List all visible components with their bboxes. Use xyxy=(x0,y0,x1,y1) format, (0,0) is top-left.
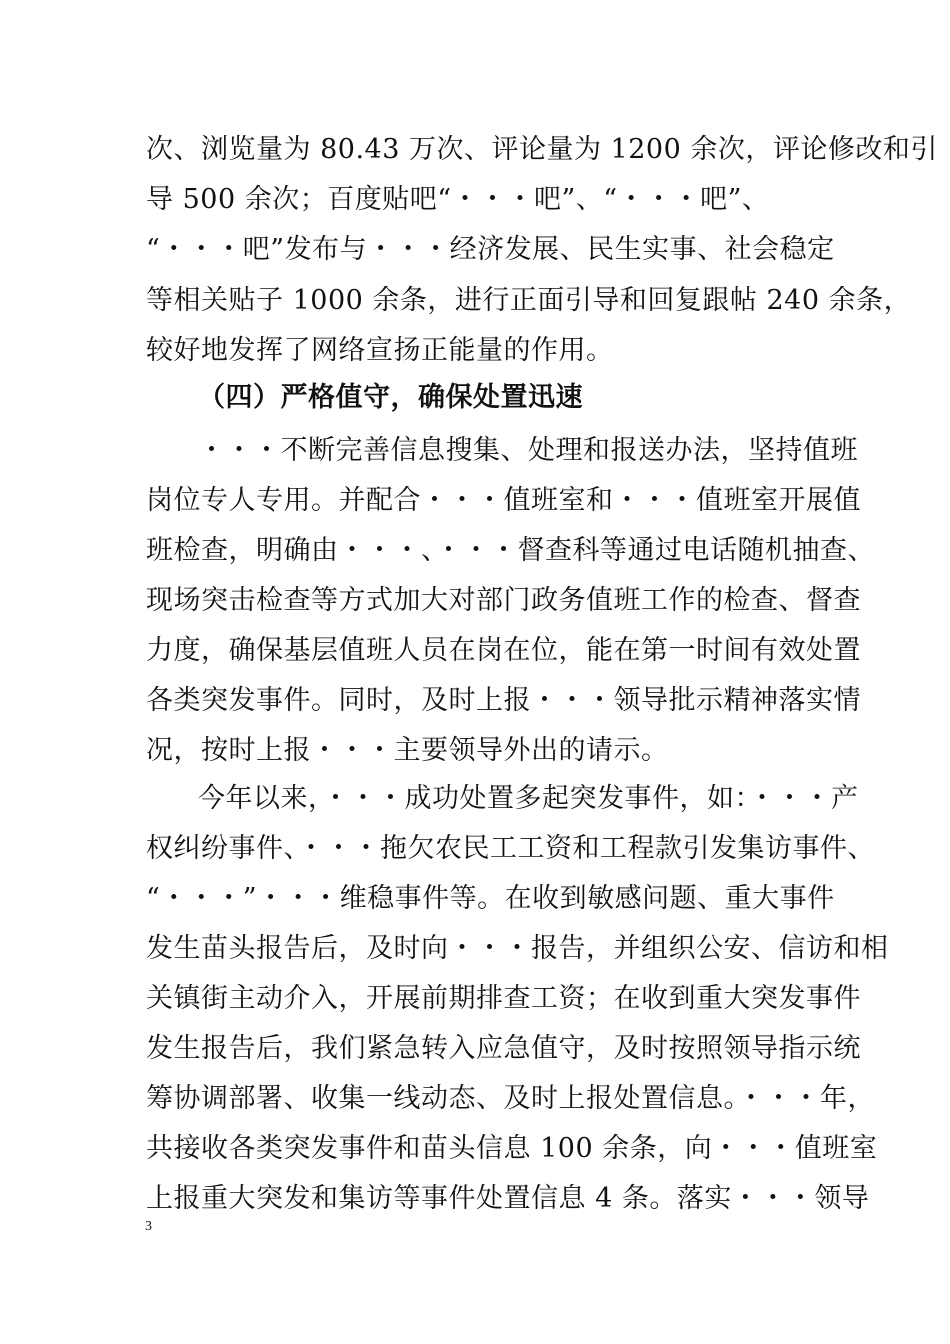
text-line: 发生苗头报告后，及时向・・・报告，并组织公安、信访和相 xyxy=(146,933,889,964)
text-line: 较好地发挥了网络宣扬正能量的作用。 xyxy=(146,335,614,366)
text-line: ・・・不断完善信息搜集、处理和报送办法，坚持值班 xyxy=(198,435,858,466)
text-line: 力度，确保基层值班人员在岗在位，能在第一时间有效处置 xyxy=(146,635,861,666)
page-number: 3 xyxy=(145,1219,152,1234)
text-line: 等相关贴子 1000 余条，进行正面引导和回复跟帖 240 余条， xyxy=(146,285,912,316)
text-line: 上报重大突发和集访等事件处置信息 4 条。落实・・・领导 xyxy=(146,1183,870,1214)
text-line: 班检查，明确由・・・、・・・督查科等通过电话随机抽查、 xyxy=(146,535,875,566)
text-line: 岗位专人专用。并配合・・・值班室和・・・值班室开展值 xyxy=(146,485,861,516)
text-line: 共接收各类突发事件和苗头信息 100 余条，向・・・值班室 xyxy=(146,1133,878,1164)
text-line: 权纠纷事件、・・・拖欠农民工工资和工程款引发集访事件、 xyxy=(146,833,875,864)
text-line: 发生报告后，我们紧急转入应急值守，及时按照领导指示统 xyxy=(146,1033,861,1064)
text-line: 各类突发事件。同时，及时上报・・・领导批示精神落实情 xyxy=(146,685,861,716)
text-line: “・・・”・・・维稳事件等。在收到敏感问题、重大事件 xyxy=(146,883,835,914)
text-line: “・・・吧”发布与・・・经济发展、民生实事、社会稳定 xyxy=(146,234,835,265)
text-line: 筹协调部署、收集一线动态、及时上报处置信息。・・・年， xyxy=(146,1083,875,1114)
text-line: 关镇街主动介入，开展前期排查工资；在收到重大突发事件 xyxy=(146,983,861,1014)
section-heading: （四）严格值守，确保处置迅速 xyxy=(198,382,583,413)
text-line: 次、浏览量为 80.43 万次、评论量为 1200 余次，评论修改和引 xyxy=(146,134,938,165)
text-line: 现场突击检查等方式加大对部门政务值班工作的检查、督查 xyxy=(146,585,861,616)
text-line: 今年以来，・・・成功处置多起突发事件，如：・・・产 xyxy=(198,783,859,814)
text-line: 导 500 余次；百度贴吧“・・・吧”、“・・・吧”、 xyxy=(146,184,770,215)
text-line: 况，按时上报・・・主要领导外出的请示。 xyxy=(146,735,669,766)
